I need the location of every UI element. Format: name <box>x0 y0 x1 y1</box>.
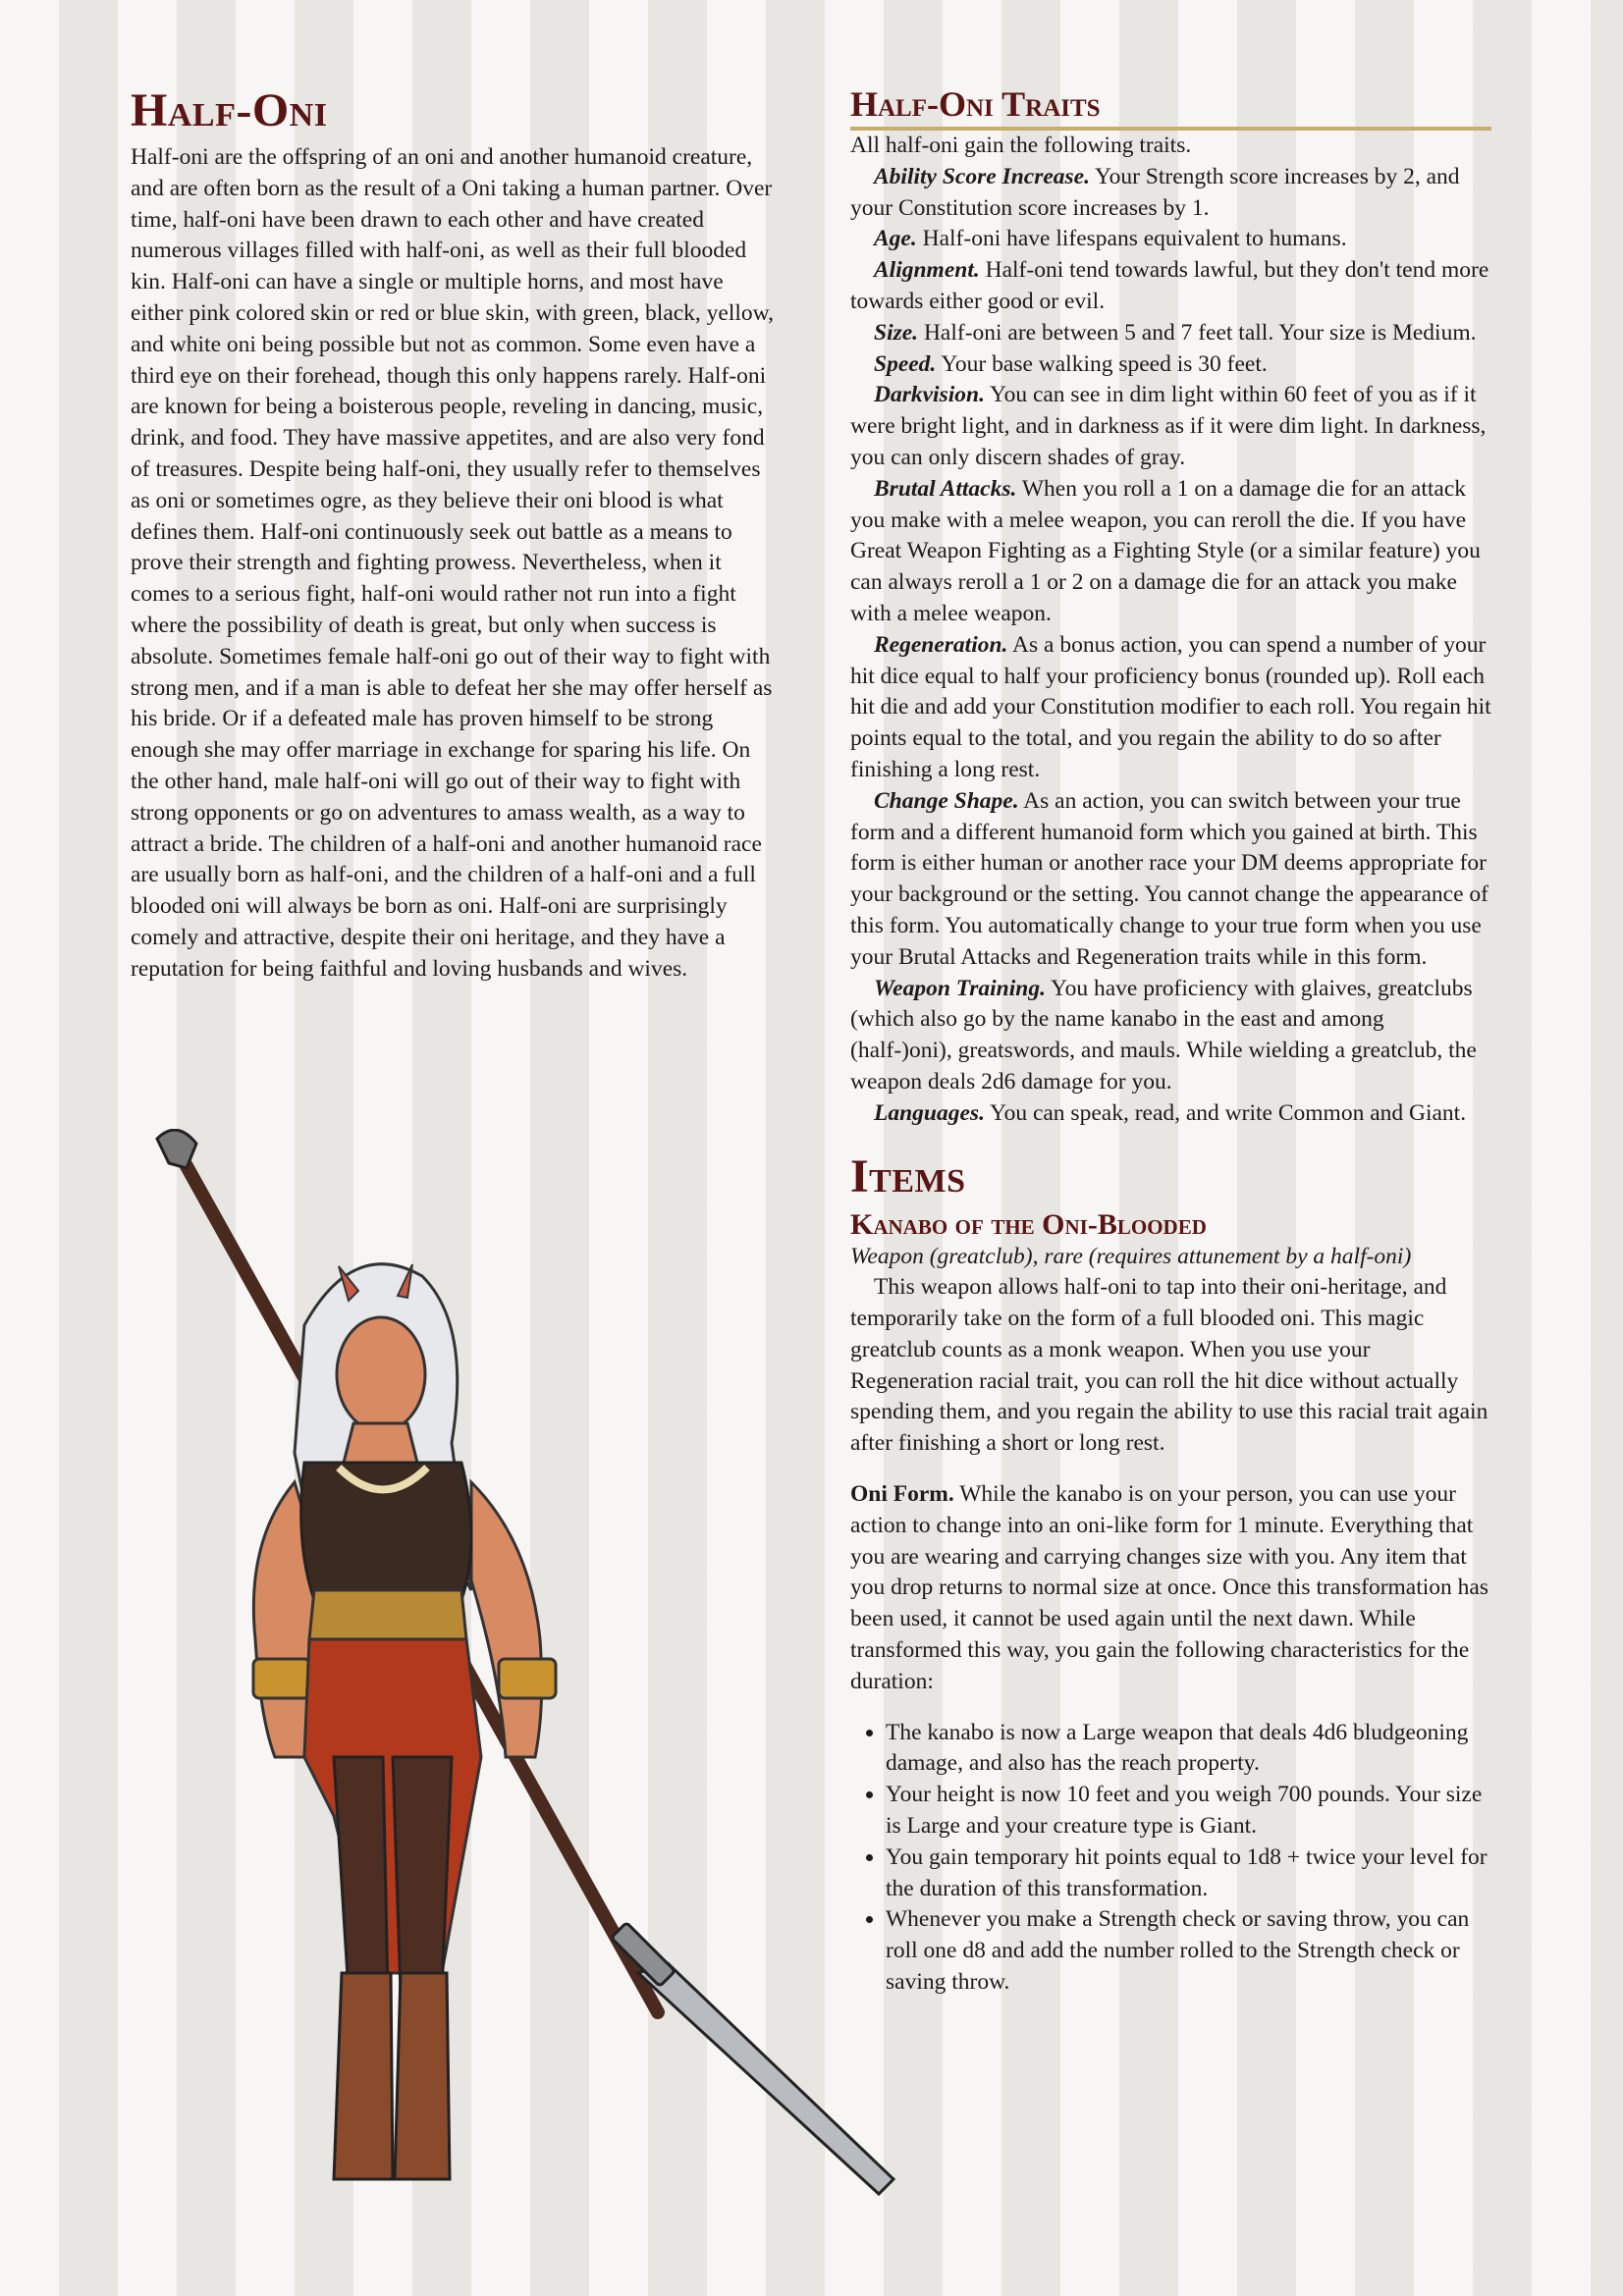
trait-name: Age. <box>874 226 917 252</box>
half-oni-title: Half-Oni <box>131 84 328 136</box>
trait-name: Darkvision. <box>874 382 985 408</box>
right-leg <box>393 1757 452 1993</box>
top <box>301 1463 471 1600</box>
trait-text: You can speak, read, and write Common and Giant. <box>984 1099 1467 1126</box>
neck <box>344 1423 417 1463</box>
trait-name: Ability Score Increase. <box>874 163 1090 189</box>
trait-name: Regeneration. <box>874 631 1008 658</box>
kanabo-type: Weapon (greatclub), rare (requires attunement by a half-oni) <box>850 1243 1412 1269</box>
oni-form-label: Oni Form. <box>850 1481 954 1508</box>
trait-name: Size. <box>874 319 919 346</box>
right-arm <box>471 1482 542 1757</box>
trait-text: Half-oni have lifespans equivalent to humans. <box>916 226 1347 252</box>
trait-name: Speed. <box>874 350 937 377</box>
skirt <box>304 1639 481 1973</box>
trait-change-shape <box>850 786 1491 974</box>
trait-name: Change Shape. <box>874 787 1019 814</box>
left-boot <box>334 1973 393 2179</box>
trait-text: Your base walking speed is 30 feet. <box>936 350 1268 377</box>
trait-regeneration <box>850 630 1491 786</box>
trait-brutal-attacks <box>850 474 1491 630</box>
belt <box>309 1590 466 1639</box>
trait-ability-score <box>850 162 1491 225</box>
trait-name: Languages. <box>874 1099 985 1126</box>
trait-name: Weapon Training. <box>874 975 1046 1001</box>
right-bracer <box>499 1659 556 1698</box>
right-column <box>850 83 1491 1999</box>
list-item: • Your height is now 10 feet and you weigh 700 pounds. Your size is Large and your creature type is Giant. <box>886 1780 1491 1842</box>
trait-text: You can see in dim light within 60 feet of you as if it were bright light, and in darkness as if it were dim light. In darkness, you can only discern shades of gray. <box>850 382 1487 470</box>
list-item: • Whenever you make a Strength check or saving throw, you can roll one d8 and add the number rolled to the Strength check or saving throw. <box>886 1904 1491 1998</box>
trait-text: Half-oni are between 5 and 7 feet tall. Your size is Medium. <box>918 319 1477 346</box>
kanabo-description: This weapon allows half-oni to tap into their oni-heritage, and temporarily take on the form of a full blooded oni. This magic greatclub counts as a monk weapon. When you use your Regeneration racial trait, you can roll the hit dice without actually spending them, and you regain the ability to use this racial trait again after finishing a short or long rest. <box>850 1274 1488 1457</box>
trait-text: You have proficiency with glaives, greatclubs (which also go by the name kanabo in the east and among (half-)oni), greatswords, and mauls. While wielding a greatclub, the weapon deals 2d6 damage for you. <box>850 975 1477 1095</box>
right-boot <box>395 1973 450 2179</box>
oni-form-bullets <box>850 1718 1491 1999</box>
trait-name: Alignment. <box>874 257 980 284</box>
trait-text: Half-oni tend towards lawful, but they don't tend more towards either good or evil. <box>850 257 1489 314</box>
trait-text: When you roll a 1 on a damage die for an attack you make with a melee weapon, you can reroll the die. If you have Great Weapon Fighting as a Fighting Style (or a similar feature) you can always reroll a 1 or 2 on a damage die for an attack you make with a melee weapon. <box>850 475 1481 626</box>
trait-name: Brutal Attacks. <box>874 475 1017 502</box>
face <box>337 1317 425 1431</box>
trait-darkvision <box>850 380 1491 473</box>
left-column <box>131 83 779 986</box>
oni-form-text: While the kanabo is on your person, you can use your action to change into an oni-like form for 1 minute. Everything that you are wearing and carrying changes size with you. Any item that you drop returns to normal size at once. Once this transformation has been used, it cannot be used again until the next dawn. While transformed this way, you gain the following characteristics for the duration: <box>850 1481 1488 1694</box>
traits-intro: All half-oni gain the following traits. <box>850 133 1192 158</box>
list-item: • You gain temporary hit points equal to 1d8 + twice your level for the duration of this transformation. <box>886 1842 1491 1905</box>
trait-text: Your Strength score increases by 2, and your Constitution score increases by 1. <box>850 163 1460 221</box>
trait-text: As an action, you can switch between your true form and a different humanoid form which you gained at birth. This form is either human or another race your DM deems appropriate for your background or the setting. You cannot change the appearance of this form. You automatically change to your true form when you use your Brutal Attacks and Regeneration traits while in this form. <box>850 787 1488 970</box>
trait-alignment <box>850 255 1491 318</box>
trait-age <box>850 224 1491 255</box>
items-heading: Items <box>850 1149 966 1202</box>
half-oni-description: Half-oni are the offspring of an oni and another humanoid creature, and are often born as the result of a Oni taking a human partner. Over time, half-oni have been drawn to each other and have created numerous villages filled with half-oni, as well as their full blooded kin. Half-oni can have a single or multiple horns, and most have either pink colored skin or red or blue skin, with green, black, yellow, and white oni being possible but not as common. Some even have a third eye on their forehead, though this only happens rarely. Half-oni are known for being a boisterous people, reveling in dancing, music, drink, and food. They have massive appetites, and are also very fond of treasures. Despite being half-oni, they usually refer to themselves as oni or sometimes ogre, as they believe their oni blood is what defines them. Half-oni continuously seek out battle as a means to prove their strength and fighting prowess. Nevertheless, when it comes to a serious fight, half-oni would rather not run into a fight where the possibility of death is great, but only when success is absolute. Sometimes female half-oni go out of their way to fight with strong men, and if a man is able to defeat her she may offer herself as his bride. Or if a defeated male has proven himself to be strong enough she may offer marriage in exchange for sparing his life. On the other hand, male half-oni will go out of their way to fight with strong opponents or go on adventures to amass wealth, as a way to attract a bride. The children of a half-oni and another humanoid race are usually born as half-oni, and the children of a half-oni and a full blooded oni will always be born as oni. Half-oni are surprisingly comely and attractive, despite their oni heritage, and they have a reputation for being faithful and loving husbands and wives. <box>131 144 774 982</box>
left-bracer <box>253 1659 310 1698</box>
left-leg <box>334 1757 388 1993</box>
list-item: • The kanabo is now a Large weapon that deals 4d6 bludgeoning damage, and also has the reach property. <box>886 1718 1491 1781</box>
trait-languages <box>850 1098 1491 1130</box>
trait-size <box>850 318 1491 349</box>
oni-form-paragraph <box>850 1479 1491 1698</box>
half-oni-warrior-illustration <box>147 1129 903 2209</box>
trait-text: As a bonus action, you can spend a number of your hit dice equal to half your proficiency bonus (rounded up). Roll each hit die and add your Constitution modifier to each roll. You regain hit points equal to the total, and you regain the ability to do so after finishing a long rest. <box>850 631 1491 782</box>
trait-speed <box>850 349 1491 381</box>
half-oni-traits-heading: Half-Oni Traits <box>850 83 1491 131</box>
trait-weapon-training <box>850 974 1491 1098</box>
kanabo-title: Kanabo of the Oni-Blooded <box>850 1207 1207 1241</box>
